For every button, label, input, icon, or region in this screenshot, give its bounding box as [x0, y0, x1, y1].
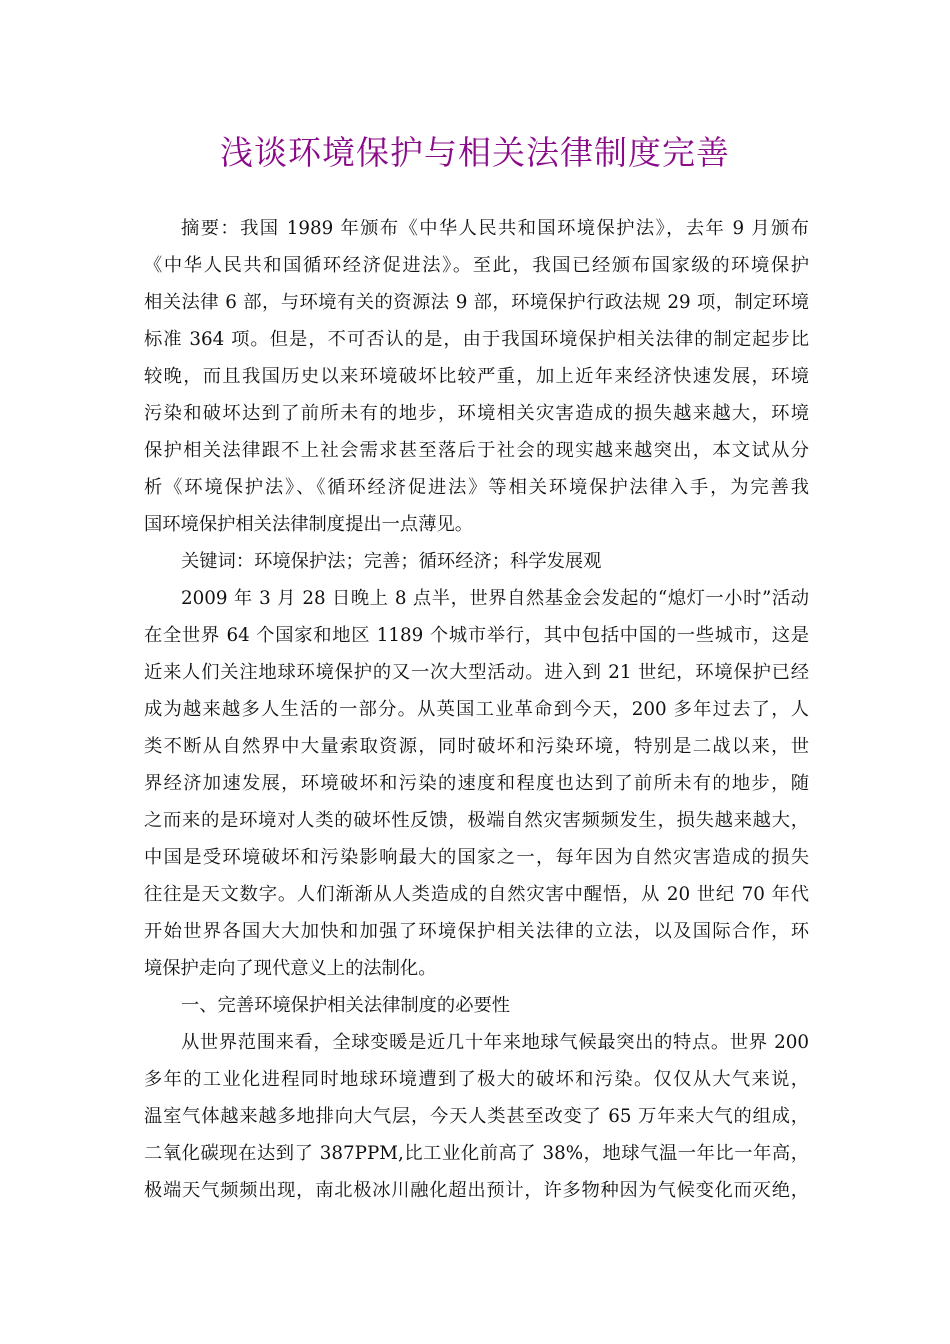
text-line: 类不断从自然界中大量索取资源，同时破坏和污染环境，特别是二战以来，世 [144, 736, 809, 757]
text-line: 相关法律 6 部，与环境有关的资源法 9 部，环境保护行政法规 29 项，制定环境 [144, 292, 809, 313]
text-line: 较晚，而且我国历史以来环境破坏比较严重，加上近年来经济快速发展，环境 [144, 366, 809, 387]
text-line: 二氧化碳现在达到了 387PPM,比工业化前高了 38%，地球气温一年比一年高， [144, 1143, 809, 1164]
text-line: 往往是天文数字。人们渐渐从人类造成的自然灾害中醒悟，从 20 世纪 70 年代 [144, 884, 809, 905]
text-line: 2009 年 3 月 28 日晚上 8 点半，世界自然基金会发起的“熄灯一小时”活动 [181, 588, 809, 609]
text-line: 成为越来越多人生活的一部分。从英国工业革命到今天，200 多年过去了，人 [144, 699, 809, 720]
text-line: 国环境保护相关法律制度提出一点薄见。 [144, 514, 474, 535]
text-line: 多年的工业化进程同时地球环境遭到了极大的破坏和污染。仅仅从大气来说， [144, 1069, 809, 1090]
document-title: 浅谈环境保护与相关法律制度完善 [220, 133, 730, 172]
text-line: 中国是受环境破坏和污染影响最大的国家之一，每年因为自然灾害造成的损失 [144, 847, 809, 868]
text-line: 境保护走向了现代意义上的法制化。 [144, 958, 437, 979]
text-line: 《中华人民共和国循环经济促进法》。至此，我国已经颁布国家级的环境保护 [144, 255, 809, 276]
text-line: 保护相关法律跟不上社会需求甚至落后于社会的现实越来越突出，本文试从分 [144, 440, 809, 461]
text-line: 析《环境保护法》、《循环经济促进法》等相关环境保护法律入手，为完善我 [144, 477, 809, 498]
text-line: 界经济加速发展，环境破坏和污染的速度和程度也达到了前所未有的地步，随 [144, 773, 809, 794]
text-line: 在全世界 64 个国家和地区 1189 个城市举行，其中包括中国的一些城市，这是 [144, 625, 809, 646]
text-line: 关键词：环境保护法；完善；循环经济；科学发展观 [181, 551, 602, 572]
text-line: 近来人们关注地球环境保护的又一次大型活动。进入到 21 世纪，环境保护已经 [144, 662, 809, 683]
text-line: 一、完善环境保护相关法律制度的必要性 [181, 995, 511, 1016]
text-line: 极端天气频频出现，南北极冰川融化超出预计，许多物种因为气候变化而灭绝， [144, 1180, 809, 1201]
text-line: 温室气体越来越多地排向大气层，今天人类甚至改变了 65 万年来大气的组成， [144, 1106, 809, 1127]
document-body [144, 210, 809, 1209]
text-line: 开始世界各国大大加快和加强了环境保护相关法律的立法，以及国际合作，环 [144, 921, 809, 942]
text-line: 摘要：我国 1989 年颁布《中华人民共和国环境保护法》，去年 9 月颁布 [181, 218, 809, 239]
text-line: 污染和破坏达到了前所未有的地步，环境相关灾害造成的损失越来越大，环境 [144, 403, 809, 424]
text-line: 标准 364 项。但是，不可否认的是，由于我国环境保护相关法律的制定起步比 [144, 329, 809, 350]
text-line: 之而来的是环境对人类的破坏性反馈，极端自然灾害频频发生，损失越来越大， [144, 810, 809, 831]
text-line: 从世界范围来看，全球变暖是近几十年来地球气候最突出的特点。世界 200 [181, 1032, 809, 1053]
